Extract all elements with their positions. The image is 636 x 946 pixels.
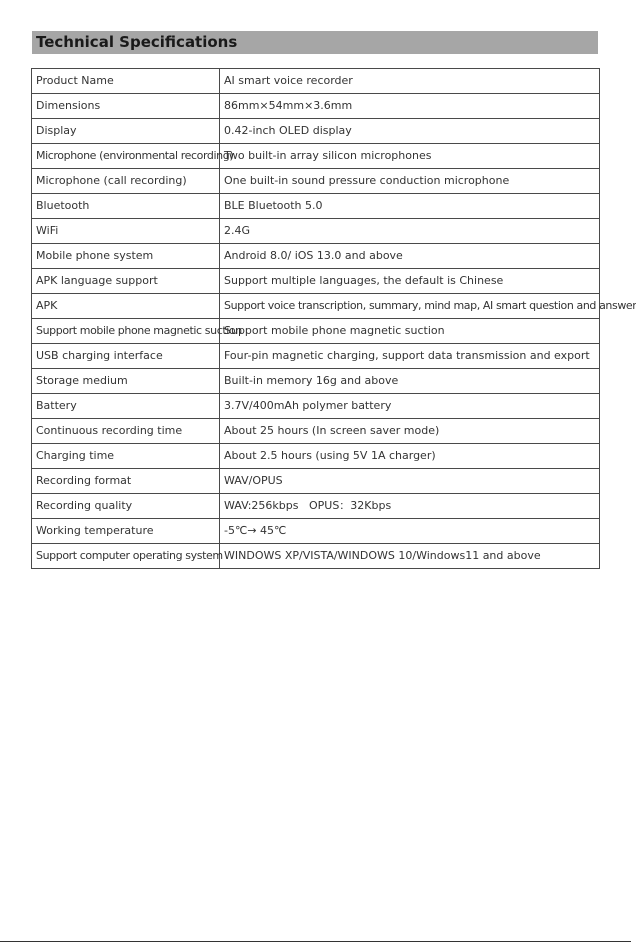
spec-value: Support voice transcription, summary, mind map, AI smart question and answer [220,294,600,319]
spec-value: Android 8.0/ iOS 13.0 and above [220,244,600,269]
spec-label: Dimensions [32,94,220,119]
table-row [32,294,600,319]
spec-value: BLE Bluetooth 5.0 [220,194,600,219]
spec-value: Two built-in array silicon microphones [220,144,600,169]
table-row [32,219,600,244]
section-title: Technical Specifications [36,33,238,51]
spec-value: 86mm×54mm×3.6mm [220,94,600,119]
spec-value: Built-in memory 16g and above [220,369,600,394]
table-row [32,269,600,294]
spec-value: WINDOWS XP/VISTA/WINDOWS 10/Windows11 and above [220,544,600,569]
spec-label: Support mobile phone magnetic suction [32,319,220,344]
spec-value: -5℃→ 45℃ [220,519,600,544]
spec-label: Storage medium [32,369,220,394]
spec-value: One built-in sound pressure conduction microphone [220,169,600,194]
table-row [32,94,600,119]
table-row [32,144,600,169]
table-row [32,469,600,494]
spec-label: Mobile phone system [32,244,220,269]
spec-label: Battery [32,394,220,419]
spec-label: Charging time [32,444,220,469]
spec-label: Support computer operating system [32,544,220,569]
spec-label: APK [32,294,220,319]
spec-label: Working temperature [32,519,220,544]
spec-label: USB charging interface [32,344,220,369]
spec-value: 3.7V/400mAh polymer battery [220,394,600,419]
spec-label: APK language support [32,269,220,294]
spec-label: Recording quality [32,494,220,519]
table-row [32,544,600,569]
spec-value: WAV/OPUS [220,469,600,494]
table-row [32,444,600,469]
table-row [32,419,600,444]
spec-label: Bluetooth [32,194,220,219]
table-row [32,69,600,94]
spec-label: Display [32,119,220,144]
table-row [32,494,600,519]
spec-value: Support mobile phone magnetic suction [220,319,600,344]
table-row [32,319,600,344]
spec-value: 0.42-inch OLED display [220,119,600,144]
spec-value: WAV:256kbps OPUS：32Kbps [220,494,600,519]
spec-value: AI smart voice recorder [220,69,600,94]
spec-label: Microphone (call recording) [32,169,220,194]
table-row [32,369,600,394]
table-row [32,244,600,269]
spec-value: Support multiple languages, the default is Chinese [220,269,600,294]
spec-value: About 25 hours (In screen saver mode) [220,419,600,444]
table-row [32,519,600,544]
spec-label: Recording format [32,469,220,494]
spec-label: Product Name [32,69,220,94]
spec-value: 2.4G [220,219,600,244]
page-bottom-rule [0,941,631,942]
spec-value: Four-pin magnetic charging, support data transmission and export [220,344,600,369]
spec-table [31,68,636,569]
spec-value: About 2.5 hours (using 5V 1A charger) [220,444,600,469]
spec-label: Continuous recording time [32,419,220,444]
section-title-bar [32,31,598,54]
table-row [32,169,600,194]
table-row [32,194,600,219]
table-row [32,394,600,419]
table-row [32,344,600,369]
spec-label: Microphone (environmental recording) [32,144,220,169]
table-row [32,119,600,144]
spec-label: WiFi [32,219,220,244]
